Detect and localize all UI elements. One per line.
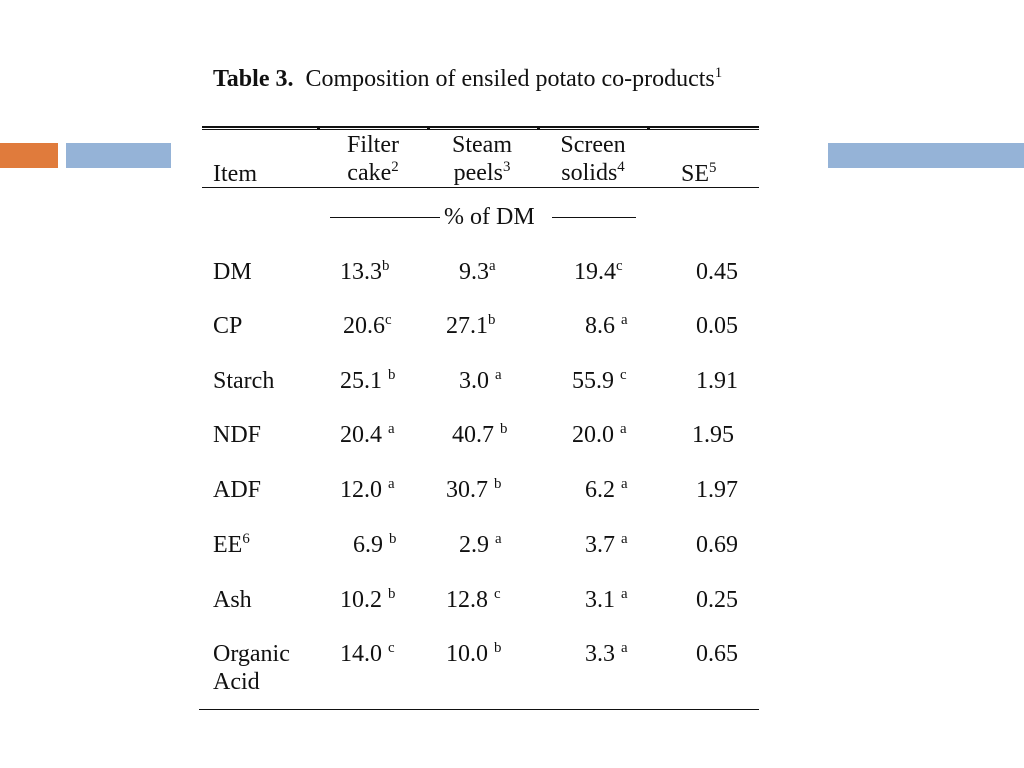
cell-steam-peels: 10.0 $^b$ xyxy=(446,640,502,667)
rule-tick xyxy=(537,126,540,130)
cell-steam-peels: 40.7 $^b$ xyxy=(452,421,508,448)
cell-se: 1.91 xyxy=(696,368,738,394)
cell-filter-cake: 10.2 $^b$ xyxy=(340,586,396,613)
row-label: Organic Acid xyxy=(213,641,290,695)
cell-steam-peels: 27.1$^b$ xyxy=(446,312,496,339)
cell-steam-peels: 12.8 $^c$ xyxy=(446,586,501,613)
cell-screen-solids: 3.3 $^a$ xyxy=(585,640,628,667)
table-top-rule-inner xyxy=(202,129,759,130)
header-steam-peels: Steam peels$^3$ xyxy=(452,132,512,186)
header-item: Item xyxy=(213,161,257,187)
unit-line-right xyxy=(552,217,636,218)
cell-filter-cake: 14.0 $^c$ xyxy=(340,640,395,667)
cell-se: 0.25 xyxy=(696,587,738,613)
cell-se: 1.95 xyxy=(692,422,734,448)
cell-screen-solids: 19.4$^c$ xyxy=(574,258,623,285)
cell-se: 0.05 xyxy=(696,313,738,339)
cell-steam-peels: 30.7 $^b$ xyxy=(446,476,502,503)
rule-tick xyxy=(317,126,320,130)
table-number: Table 3. xyxy=(213,66,294,92)
cell-steam-peels: 3.0 $^a$ xyxy=(459,367,502,394)
rule-tick xyxy=(647,126,650,130)
decorative-bar-orange xyxy=(0,143,58,168)
cell-filter-cake: 6.9 $^b$ xyxy=(353,531,397,558)
table-title xyxy=(213,66,722,93)
row-label: NDF xyxy=(213,422,262,448)
cell-se: 0.69 xyxy=(696,532,738,558)
cell-se: 0.45 xyxy=(696,259,738,285)
unit-row xyxy=(330,203,636,231)
row-label: Starch xyxy=(213,368,275,394)
unit-label: % of DM xyxy=(444,204,535,230)
unit-line-left xyxy=(330,217,440,218)
cell-steam-peels: 2.9 $^a$ xyxy=(459,531,502,558)
cell-filter-cake: 25.1 $^b$ xyxy=(340,367,396,394)
cell-filter-cake: 12.0 $^a$ xyxy=(340,476,395,503)
cell-screen-solids: 3.7 $^a$ xyxy=(585,531,628,558)
decorative-bar-blue-left xyxy=(66,143,171,168)
row-label: DM xyxy=(213,259,252,285)
cell-se: 1.97 xyxy=(696,477,738,503)
rule-tick xyxy=(427,126,430,130)
decorative-bar-blue-right xyxy=(828,143,1024,168)
row-label: $EE^6$ xyxy=(213,531,250,558)
cell-screen-solids: 6.2 $^a$ xyxy=(585,476,628,503)
cell-screen-solids: 8.6 $^a$ xyxy=(585,312,628,339)
cell-filter-cake: 20.4 $^a$ xyxy=(340,421,395,448)
table-top-rule xyxy=(202,126,759,128)
title-footnote: 1 xyxy=(714,65,723,81)
row-label: CP xyxy=(213,313,243,339)
table-caption: Composition of ensiled potato co-products xyxy=(305,66,715,92)
row-label: ADF xyxy=(213,477,262,503)
cell-se: 0.65 xyxy=(696,641,738,667)
table-header-rule xyxy=(202,187,759,188)
cell-screen-solids: 20.0 $^a$ xyxy=(572,421,627,448)
cell-screen-solids: 55.9 $^c$ xyxy=(572,367,627,394)
table-bottom-rule xyxy=(199,709,759,710)
header-screen-solids: Screen solids$^4$ xyxy=(560,132,626,186)
row-label: Ash xyxy=(213,587,252,613)
cell-filter-cake: 20.6$^c$ xyxy=(343,312,392,339)
header-filter-cake: Filter cake$^2$ xyxy=(347,132,399,186)
cell-steam-peels: 9.3$^a$ xyxy=(459,258,496,285)
header-se: $SE^5$ xyxy=(681,160,717,187)
cell-screen-solids: 3.1 $^a$ xyxy=(585,586,628,613)
cell-filter-cake: 13.3$^b$ xyxy=(340,258,390,285)
